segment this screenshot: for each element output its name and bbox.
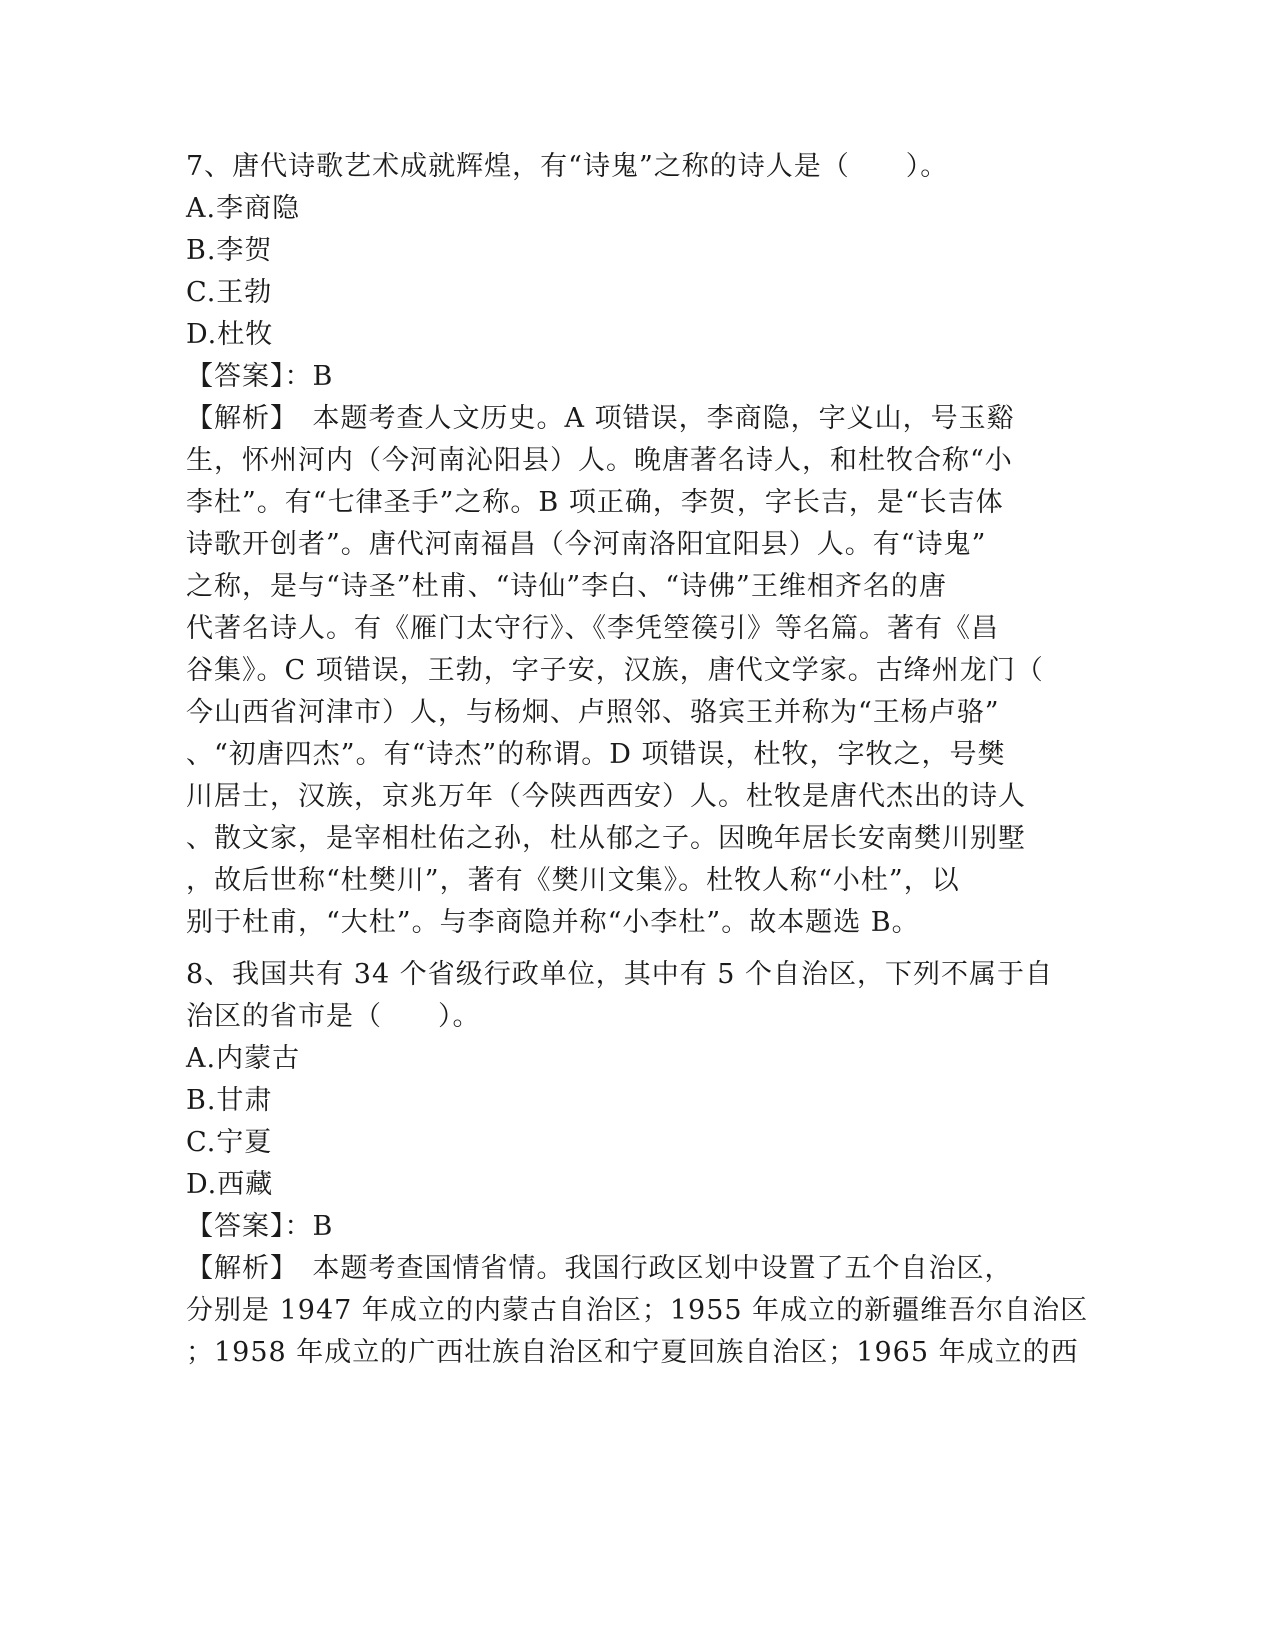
analysis-line: 之称，是与“诗圣”杜甫、“诗仙”李白、“诗佛”王维相齐名的唐 xyxy=(186,571,947,602)
option-d: D.西藏 xyxy=(186,1169,274,1200)
option-b: B.李贺 xyxy=(186,235,273,266)
question-7 xyxy=(186,146,1086,944)
question-8 xyxy=(186,954,1089,1374)
analysis-line: 代著名诗人。有《雁门太守行》、《李凭箜篌引》等名篇。著有《昌 xyxy=(186,613,999,644)
question-stem: 治区的省市是（ ）。 xyxy=(186,1001,481,1032)
answer-line: 【答案】：B xyxy=(186,361,334,392)
analysis-line: 今山西省河津市）人，与杨炯、卢照邻、骆宾王并称为“王杨卢骆” xyxy=(186,697,1000,728)
analysis-block xyxy=(186,1248,1089,1374)
analysis-line: 【解析】 本题考查国情省情。我国行政区划中设置了五个自治区， xyxy=(186,1253,1013,1284)
analysis-line: 、“初唐四杰”。有“诗杰”的称谓。D 项错误，杜牧，字牧之，号樊 xyxy=(186,739,1006,770)
analysis-line: 川居士，汉族，京兆万年（今陕西西安）人。杜牧是唐代杰出的诗人 xyxy=(186,781,1026,812)
analysis-line: 生，怀州河内（今河南沁阳县）人。晚唐著名诗人，和杜牧合称“小 xyxy=(186,445,1013,476)
page-content xyxy=(186,146,1089,1374)
question-spacer xyxy=(186,944,1086,954)
option-a: A.李商隐 xyxy=(186,193,301,224)
question-stem: 7、唐代诗歌艺术成就辉煌，有“诗鬼”之称的诗人是（ ）。 xyxy=(186,151,949,182)
option-a: A.内蒙古 xyxy=(186,1043,301,1074)
option-d: D.杜牧 xyxy=(186,319,274,350)
option-c: C.宁夏 xyxy=(186,1127,273,1158)
option-c: C.王勃 xyxy=(186,277,273,308)
answer-line: 【答案】：B xyxy=(186,1211,334,1242)
question-stem: 8、我国共有 34 个省级行政单位，其中有 5 个自治区，下列不属于自 xyxy=(186,959,1054,990)
analysis-line: 、散文家，是宰相杜佑之孙，杜从郁之子。因晚年居长安南樊川别墅 xyxy=(186,823,1026,854)
analysis-line: 【解析】 本题考查人文历史。A 项错误，李商隐，字义山，号玉谿 xyxy=(186,403,1015,434)
analysis-line: 谷集》。C 项错误，王勃，字子安，汉族，唐代文学家。古绛州龙门（ xyxy=(186,655,1044,686)
analysis-line: ，故后世称“杜樊川”，著有《樊川文集》。杜牧人称“小杜”，以 xyxy=(186,865,960,896)
analysis-block xyxy=(186,398,1086,944)
analysis-line: 别于杜甫，“大杜”。与李商隐并称“小李杜”。故本题选 B。 xyxy=(186,907,920,938)
analysis-line: 李杜”。有“七律圣手”之称。B 项正确，李贺，字长吉，是“长吉体 xyxy=(186,487,1004,518)
analysis-line: 诗歌开创者”。唐代河南福昌（今河南洛阳宜阳县）人。有“诗鬼” xyxy=(186,529,987,560)
option-b: B.甘肃 xyxy=(186,1085,273,1116)
analysis-line: ；1958 年成立的广西壮族自治区和宁夏回族自治区；1965 年成立的西 xyxy=(186,1337,1079,1368)
analysis-line: 分别是 1947 年成立的内蒙古自治区；1955 年成立的新疆维吾尔自治区 xyxy=(186,1295,1089,1326)
